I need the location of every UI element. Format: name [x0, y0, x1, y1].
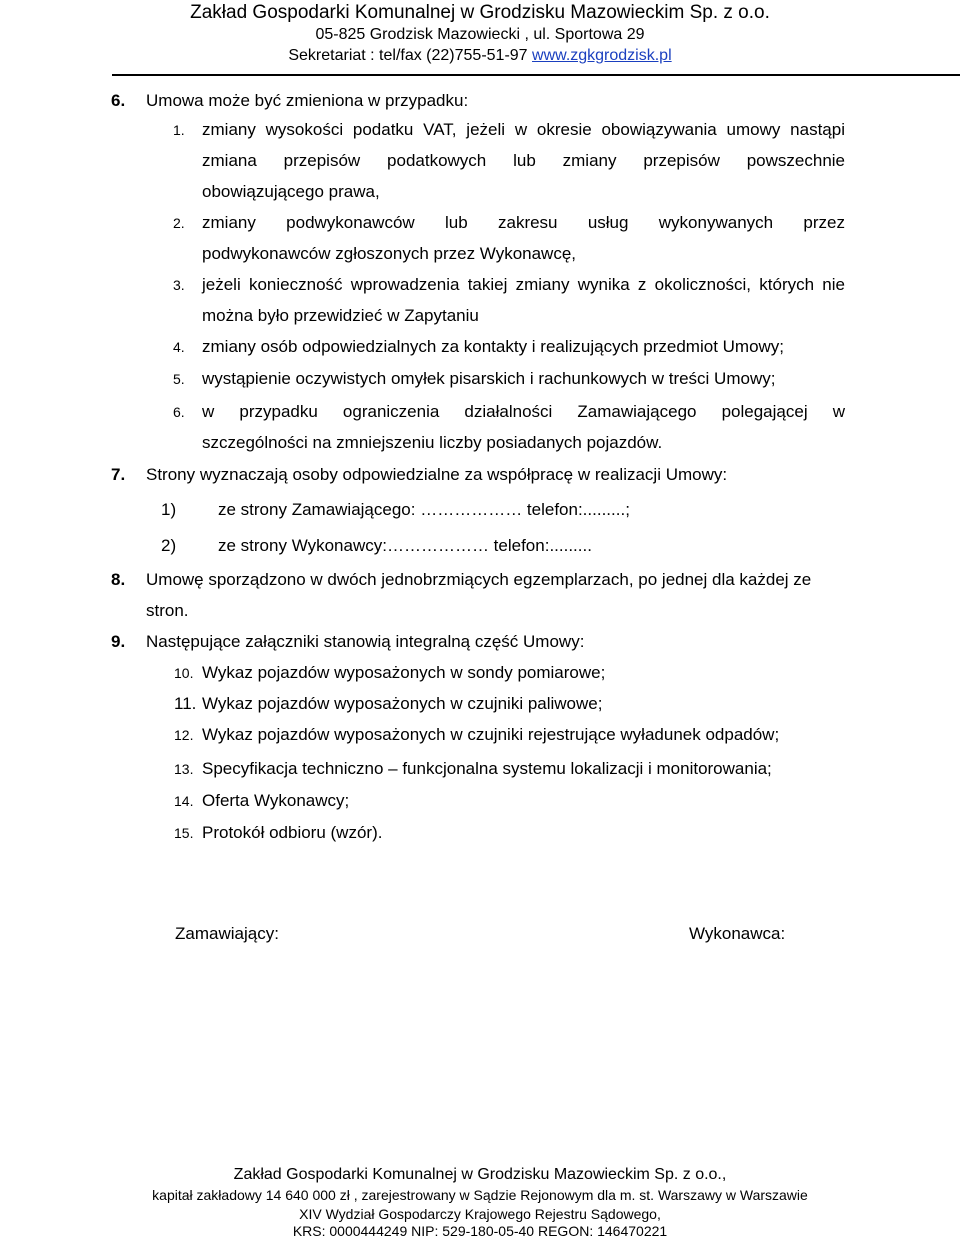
section-6-heading: Umowa może być zmieniona w przypadku: — [146, 91, 469, 110]
s6-item-3-number: 3. — [173, 277, 185, 293]
s6-item-2-line-1: zmiany podwykonawców lub zakresu usług wykonywanych przez — [202, 213, 845, 232]
s6-item-6-number: 6. — [173, 404, 185, 420]
s7-item-1-text: ze strony Zamawiającego: ……………… telefon:.........; — [218, 500, 630, 519]
section-9-number: 9. — [111, 632, 126, 651]
section-8-line-1: Umowę sporządzono w dwóch jednobrzmiących egzemplarzach, po jednej dla każdej ze — [146, 570, 812, 589]
s6-item-1-line-1: zmiany wysokości podatku VAT, jeżeli w okresie obowiązywania umowy nastąpi — [202, 120, 845, 139]
s6-item-4-line-1: zmiany osób odpowiedzialnych za kontakty i realizujących przedmiot Umowy; — [202, 337, 785, 356]
s6-item-3-line-2: można było przewidzieć w Zapytaniu — [202, 306, 479, 325]
s9-item-14-text: Oferta Wykonawcy; — [202, 791, 350, 810]
s7-item-2-number: 2) — [161, 536, 177, 555]
section-7-number: 7. — [111, 465, 126, 484]
s9-item-10-number: 10. — [174, 665, 194, 681]
s9-item-11-number: 11. — [174, 694, 197, 713]
contact-phone: Sekretariat : tel/fax (22)755-51-97 — [288, 47, 533, 64]
section-6-number: 6. — [111, 91, 126, 110]
company-contact — [0, 46, 960, 66]
s9-item-10-text: Wykaz pojazdów wyposażonych w sondy pomiarowe; — [202, 663, 606, 682]
footer-company-name: Zakład Gospodarki Komunalnej w Grodzisku Mazowieckim Sp. z o.o., — [233, 1166, 727, 1183]
s9-item-14-number: 14. — [174, 793, 194, 809]
s9-item-15-text: Protokół odbioru (wzór). — [202, 823, 383, 842]
s6-item-2-number: 2. — [173, 215, 185, 231]
s7-item-1-number: 1) — [161, 500, 177, 519]
s7-item-2-text: ze strony Wykonawcy:……………… telefon:......... — [218, 536, 592, 555]
s6-item-6-line-1: w przypadku ograniczenia działalności Zamawiającego polegającej w — [202, 402, 845, 421]
signature-contractor-label: Wykonawca: — [689, 924, 786, 943]
s6-item-4-number: 4. — [173, 339, 185, 355]
footer-court-division: XIV Wydział Gospodarczy Krajowego Rejestru Sądowego, — [299, 1206, 661, 1222]
section-9-heading: Następujące załączniki stanowią integralną część Umowy: — [146, 632, 585, 651]
s9-item-12-number: 12. — [174, 727, 194, 743]
footer-capital-registration: kapitał zakładowy 14 640 000 zł , zarejestrowany w Sądzie Rejonowym dla m. st. Warszawy w Warszawie — [152, 1187, 808, 1203]
s6-item-1-line-3: obowiązującego prawa, — [202, 182, 380, 201]
s6-item-3-line-1: jeżeli konieczność wprowadzenia takiej zmiany wynika z okoliczności, których nie — [202, 275, 845, 294]
s6-item-5-number: 5. — [173, 371, 185, 387]
footer-identifiers: KRS: 0000444249 NIP: 529-180-05-40 REGON: 146470221 — [292, 1223, 668, 1239]
s6-item-1-line-2: zmiana przepisów podatkowych lub zmiany przepisów powszechnie — [202, 151, 845, 170]
header-divider — [112, 74, 960, 76]
s6-item-2-line-2: podwykonawców zgłoszonych przez Wykonawcę, — [202, 244, 577, 263]
s6-item-5-line-1: wystąpienie oczywistych omyłek pisarskich i rachunkowych w treści Umowy; — [202, 369, 776, 388]
s6-item-1-number: 1. — [173, 122, 185, 138]
section-8-line-2: stron. — [146, 601, 189, 620]
company-name: Zakład Gospodarki Komunalnej w Grodzisku Mazowieckim Sp. z o.o. — [190, 2, 770, 23]
s6-item-6-line-2: szczególności na zmniejszeniu liczby posiadanych pojazdów. — [202, 433, 663, 452]
s9-item-13-number: 13. — [174, 761, 194, 777]
signature-client-label: Zamawiający: — [175, 924, 279, 943]
s9-item-13-text: Specyfikacja techniczno – funkcjonalna systemu lokalizacji i monitorowania; — [202, 759, 772, 778]
s9-item-11-text: Wykaz pojazdów wyposażonych w czujniki paliwowe; — [202, 694, 603, 713]
s9-item-12-text: Wykaz pojazdów wyposażonych w czujniki rejestrujące wyładunek odpadów; — [202, 725, 780, 744]
section-8-number: 8. — [111, 570, 126, 589]
s9-item-15-number: 15. — [174, 825, 194, 841]
section-7-heading: Strony wyznaczają osoby odpowiedzialne za współpracę w realizacji Umowy: — [146, 465, 728, 484]
website-link[interactable]: www.zgkgrodzisk.pl — [532, 47, 672, 64]
company-address: 05-825 Grodzisk Mazowiecki , ul. Sportowa 29 — [315, 26, 645, 43]
